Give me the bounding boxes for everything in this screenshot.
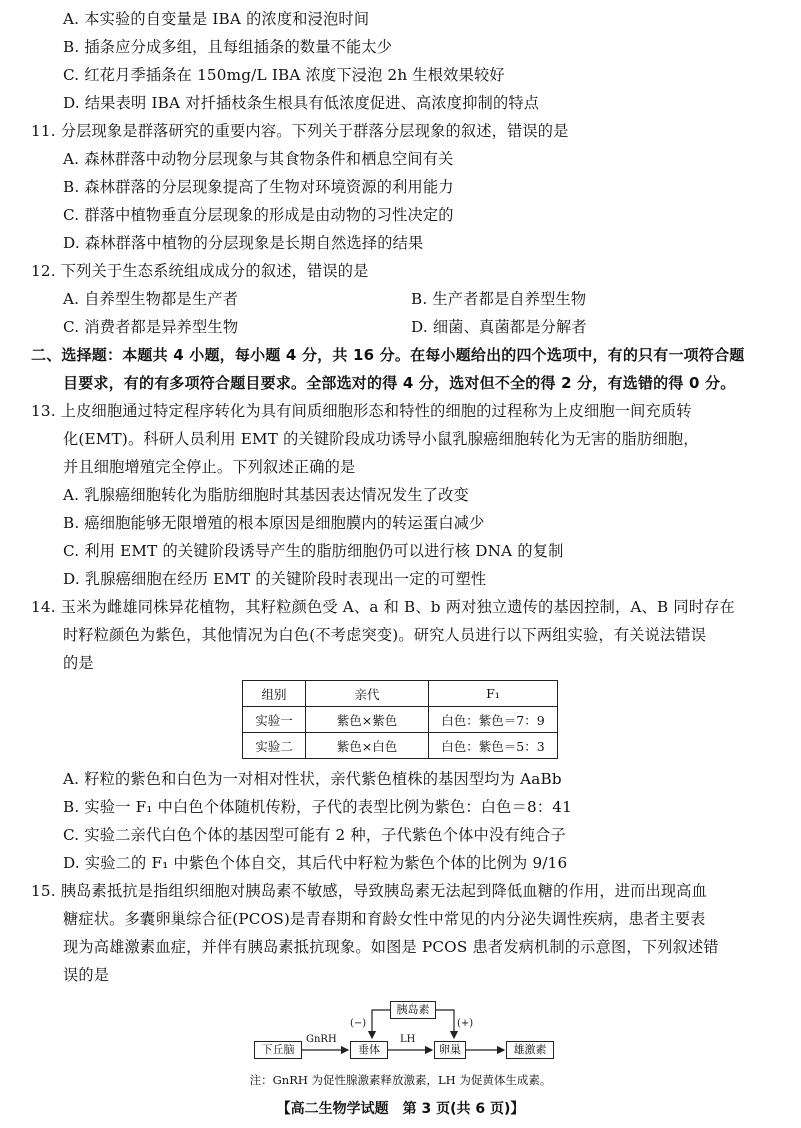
table-header-cell: F₁	[429, 681, 558, 707]
q11-option-b: B. 森林群落的分层现象提高了生物对环境资源的利用能力	[63, 178, 454, 196]
q15-stem-line3: 现为高雄激素血症，并伴有胰岛素抵抗现象。如图是 PCOS 患者发病机制的示意图，下列叙述错	[63, 938, 719, 956]
q13-stem-line3: 并且细胞增殖完全停止。下列叙述正确的是	[63, 458, 356, 476]
insulin-to-ovary-arrow	[436, 1010, 454, 1038]
table-header-row	[243, 681, 558, 707]
table-header-cell: 亲代	[306, 681, 429, 707]
table-cell: 实验一	[243, 707, 306, 733]
q14-option-b: B. 实验一 F₁ 中白色个体随机传粉，子代的表型比例为紫色：白色＝8：41	[63, 798, 572, 816]
q13-option-a: A. 乳腺癌细胞转化为脂肪细胞时其基因表达情况发生了改变	[63, 486, 469, 504]
q12-option-d: D. 细菌、真菌都是分解者	[411, 318, 587, 336]
table-cell: 白色：紫色＝7：9	[429, 707, 558, 733]
inhibit-sign: (−)	[350, 1018, 367, 1029]
hypothalamus-box: 下丘脑	[254, 1041, 302, 1059]
section2-heading-line1: 二、选择题：本题共 4 小题，每小题 4 分，共 16 分。在每小题给出的四个选项中，有的只有一项符合题	[31, 346, 745, 364]
q13-option-b: B. 癌细胞能够无限增殖的根本原因是细胞膜内的转运蛋白减少	[63, 514, 485, 532]
table-header-cell: 组别	[243, 681, 306, 707]
q15-stem-line2: 糖症状。多囊卵巢综合征(PCOS)是青春期和育龄女性中常见的内分泌失调性疾病，患者主要表	[63, 910, 706, 928]
diagram-note: 注：GnRH 为促性腺激素释放激素，LH 为促黄体生成素。	[249, 1073, 552, 1087]
q12-option-a: A. 自养型生物都是生产者	[63, 290, 239, 308]
q15-stem-line1: 15. 胰岛素抵抗是指组织细胞对胰岛素不敏感，导致胰岛素无法起到降低血糖的作用，进而出现高血	[31, 882, 708, 900]
table-cell: 紫色×白色	[306, 733, 429, 759]
q12-stem: 12. 下列关于生态系统组成成分的叙述，错误的是	[31, 262, 369, 280]
q15-stem-line4: 误的是	[63, 966, 110, 984]
table-row	[243, 707, 558, 733]
table-cell: 紫色×紫色	[306, 707, 429, 733]
insulin-box: 胰岛素	[390, 1001, 436, 1019]
q14-option-c: C. 实验二亲代白色个体的基因型可能有 2 种，子代紫色个体中没有纯合子	[63, 826, 566, 844]
promote-sign: (+)	[457, 1018, 474, 1029]
q14-stem-line1: 14. 玉米为雌雄同株异花植物，其籽粒颜色受 A、a 和 B、b 两对独立遗传的基因控制，A、B 同时存在	[31, 598, 735, 616]
q10-option-b: B. 插条应分成多组，且每组插条的数量不能太少	[63, 38, 393, 56]
page-footer: 【高二生物学试题 第 3 页(共 6 页)】	[276, 1101, 525, 1117]
q14-results-table	[242, 680, 558, 759]
q12-option-c: C. 消费者都是异养型生物	[63, 318, 239, 336]
ovary-box: 卵巢	[434, 1041, 466, 1059]
q14-option-d: D. 实验二的 F₁ 中紫色个体自交，其后代中籽粒为紫色个体的比例为 9/16	[63, 854, 568, 872]
q10-option-a: A. 本实验的自变量是 IBA 的浓度和浸泡时间	[63, 10, 370, 28]
q11-option-d: D. 森林群落中植物的分层现象是长期自然选择的结果	[63, 234, 424, 252]
table-cell: 实验二	[243, 733, 306, 759]
q10-option-d: D. 结果表明 IBA 对扦插枝条生根具有低浓度促进、高浓度抑制的特点	[63, 94, 540, 112]
section2-heading-line2: 目要求，有的有多项符合题目要求。全部选对的得 4 分，选对但不全的得 2 分，有选错的得 0 分。	[63, 374, 736, 392]
q11-option-c: C. 群落中植物垂直分层现象的形成是由动物的习性决定的	[63, 206, 454, 224]
q10-option-c: C. 红花月季插条在 150mg/L IBA 浓度下浸泡 2h 生根效果较好	[63, 66, 505, 84]
pcos-mechanism-diagram	[250, 996, 560, 1066]
q12-option-b: B. 生产者都是自养型生物	[411, 290, 587, 308]
androgen-box: 雄激素	[506, 1041, 554, 1059]
q14-option-a: A. 籽粒的紫色和白色为一对相对性状，亲代紫色植株的基因型均为 AaBb	[63, 770, 562, 788]
q11-stem: 11. 分层现象是群落研究的重要内容。下列关于群落分层现象的叙述，错误的是	[31, 122, 569, 140]
lh-label: LH	[400, 1034, 416, 1045]
table-row	[243, 733, 558, 759]
q13-option-d: D. 乳腺癌细胞在经历 EMT 的关键阶段时表现出一定的可塑性	[63, 570, 487, 588]
q13-stem-line1: 13. 上皮细胞通过特定程序转化为具有间质细胞形态和特性的细胞的过程称为上皮细胞一间充质转	[31, 402, 692, 420]
table-cell: 白色：紫色＝5：3	[429, 733, 558, 759]
q14-stem-line2: 时籽粒颜色为紫色，其他情况为白色(不考虑突变)。研究人员进行以下两组实验，有关说法错误	[63, 626, 707, 644]
q11-option-a: A. 森林群落中动物分层现象与其食物条件和栖息空间有关	[63, 150, 454, 168]
q14-stem-line3: 的是	[63, 654, 94, 672]
insulin-to-pituitary-arrow	[372, 1010, 390, 1038]
q13-stem-line2: 化(EMT)。科研人员利用 EMT 的关键阶段成功诱导小鼠乳腺癌细胞转化为无害的脂肪细胞，	[63, 430, 699, 448]
gnrh-label: GnRH	[306, 1034, 337, 1045]
q13-option-c: C. 利用 EMT 的关键阶段诱导产生的脂肪细胞仍可以进行核 DNA 的复制	[63, 542, 564, 560]
pituitary-box: 垂体	[350, 1041, 388, 1059]
